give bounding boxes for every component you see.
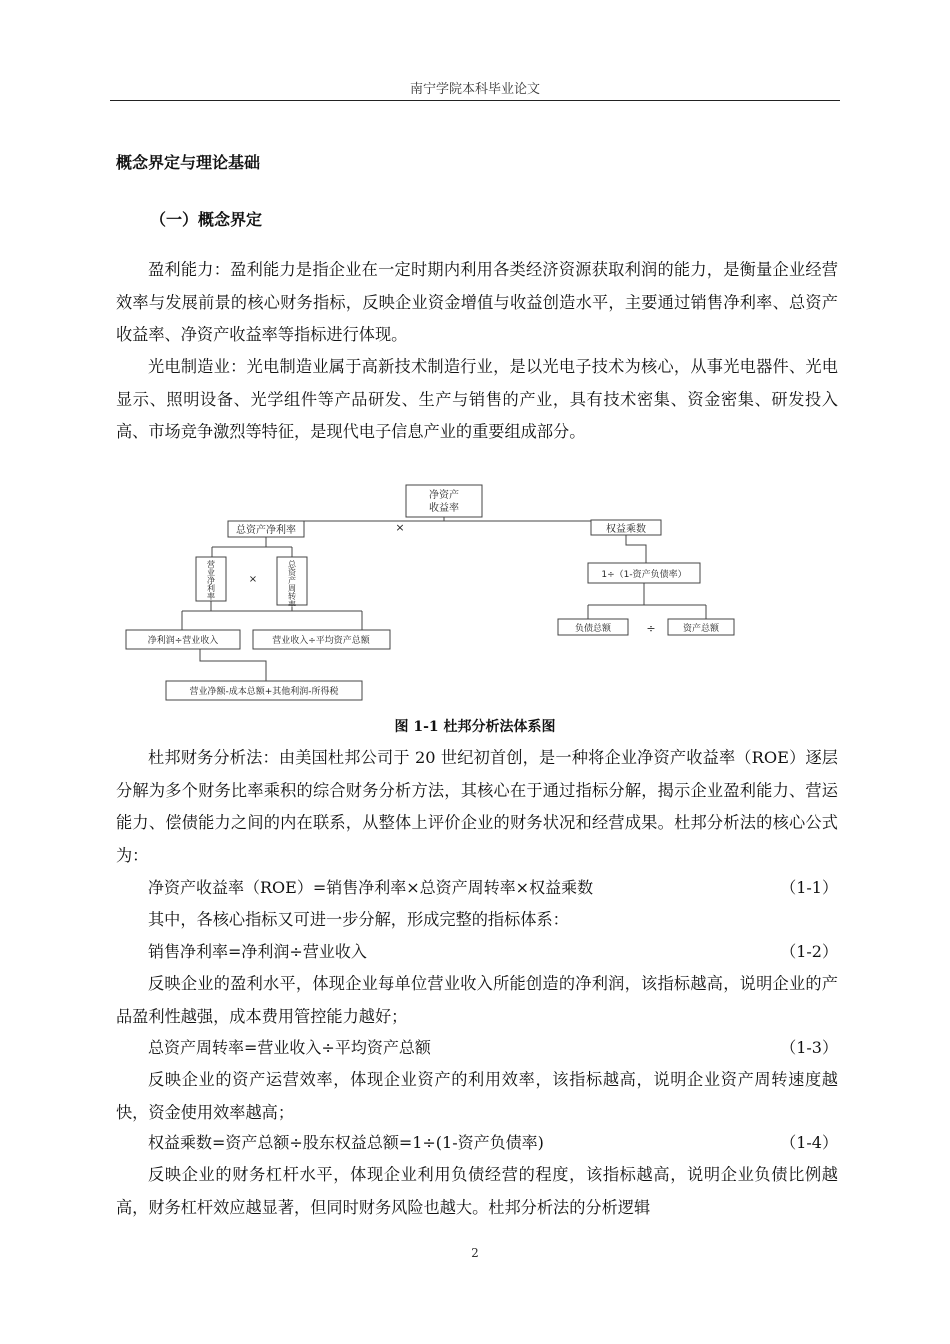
equation-number: （1-2） xyxy=(780,942,838,961)
paragraph-profitability: 盈利能力：盈利能力是指企业在一定时期内利用各类经济资源获取利润的能力，是衡量企业经营效率与发展前景的核心财务指标，反映企业资金增值与收益创造水平，主要通过销售净利率、总资产收益率、净资产收益率等指标进行体现。 xyxy=(116,260,838,344)
label-liabilities: 负债总额 xyxy=(574,624,612,634)
label-profit-components: 营业净额-成本总额+其他利润-所得税 xyxy=(189,687,339,697)
label-roe-1: 净资产 xyxy=(429,490,459,501)
label-margin-4: 利 xyxy=(207,584,215,593)
subsection-heading: （一）概念界定 xyxy=(150,210,263,229)
equation-1-3 xyxy=(148,1033,838,1063)
equation-text: 净资产收益率（ROE）=销售净利率×总资产周转率×权益乘数 xyxy=(148,878,594,897)
equation-text: 销售净利率=净利润÷营业收入 xyxy=(148,942,367,961)
equation-number: （1-4） xyxy=(780,1133,838,1152)
label-equity-multiplier: 权益乘数 xyxy=(606,524,646,535)
section-heading: 概念界定与理论基础 xyxy=(116,153,261,172)
times-left: × xyxy=(248,574,258,585)
label-roe-2: 收益率 xyxy=(429,503,459,514)
paragraph-dupont: 杜邦财务分析法：由美国杜邦公司于 20 世纪初首创，是一种将企业净资产收益率（ROE）逐层分解为多个财务比率乘积的综合财务分析方法，其核心在于通过指标分解，揭示企业盈利能力、营运能力、偿债能力之间的内在联系，从整体上评价企业的财务状况和经营成果。杜邦分析法的核心公式为： xyxy=(116,748,838,865)
label-equity-formula: 1÷（1-资产负债率） xyxy=(601,570,687,580)
paragraph-leverage: 反映企业的财务杠杆水平，体现企业利用负债经营的程度，该指标越高，说明企业负债比例越高，财务杠杆效应越显著，但同时财务风险也越大。杜邦分析法的分析逻辑 xyxy=(116,1165,838,1217)
label-margin-5: 率 xyxy=(207,592,215,601)
label-turnover-3: 产 xyxy=(288,576,296,585)
dupont-diagram xyxy=(118,483,738,709)
label-margin-2: 业 xyxy=(207,568,215,577)
equation-number: （1-3） xyxy=(780,1038,838,1057)
label-assets: 资产总额 xyxy=(682,624,720,634)
equation-text: 权益乘数=资产总额÷股东权益总额=1÷(1-资产负债率) xyxy=(148,1133,544,1152)
equation-1-1 xyxy=(148,873,838,903)
paragraph-decompose: 其中，各核心指标又可进一步分解，形成完整的指标体系： xyxy=(148,910,569,929)
times-top: × xyxy=(395,521,405,534)
label-turnover-5: 转 xyxy=(288,592,296,601)
running-header: 南宁学院本科毕业论文 xyxy=(409,82,540,97)
page-number: 2 xyxy=(471,1246,479,1260)
label-margin-1: 营 xyxy=(207,560,215,569)
equation-text: 总资产周转率=营业收入÷平均资产总额 xyxy=(148,1038,431,1057)
label-roa: 总资产净利率 xyxy=(236,525,296,536)
label-turnover-4: 周 xyxy=(288,584,296,593)
label-turnover-1: 总 xyxy=(288,560,296,569)
equation-number: （1-1） xyxy=(780,878,838,897)
divide-right: ÷ xyxy=(646,622,656,635)
label-margin-3: 净 xyxy=(207,576,215,585)
paragraph-margin: 反映企业的盈利水平，体现企业每单位营业收入所能创造的净利润，该指标越高，说明企业的产品盈利性越强，成本费用管控能力越好； xyxy=(116,974,838,1026)
header-rule xyxy=(110,100,840,101)
label-turnover-6: 率 xyxy=(288,600,296,609)
paragraph-optoelectronics: 光电制造业：光电制造业属于高新技术制造行业，是以光电子技术为核心，从事光电器件、光电显示、照明设备、光学组件等产品研发、生产与销售的产业，具有技术密集、资金密集、研发投入高、市场竞争激烈等特征，是现代电子信息产业的重要组成部分。 xyxy=(116,357,838,441)
paragraph-turnover: 反映企业的资产运营效率，体现企业资产的利用效率，该指标越高，说明企业资产周转速度越快，资金使用效率越高； xyxy=(116,1070,838,1122)
label-turnover-2: 资 xyxy=(288,568,296,577)
label-net-profit: 净利润÷营业收入 xyxy=(147,636,219,646)
label-revenue: 营业收入÷平均资产总额 xyxy=(272,636,370,646)
figure-caption: 图 1-1 杜邦分析法体系图 xyxy=(394,719,556,735)
equation-1-2 xyxy=(148,937,838,967)
equation-1-4 xyxy=(148,1128,838,1158)
